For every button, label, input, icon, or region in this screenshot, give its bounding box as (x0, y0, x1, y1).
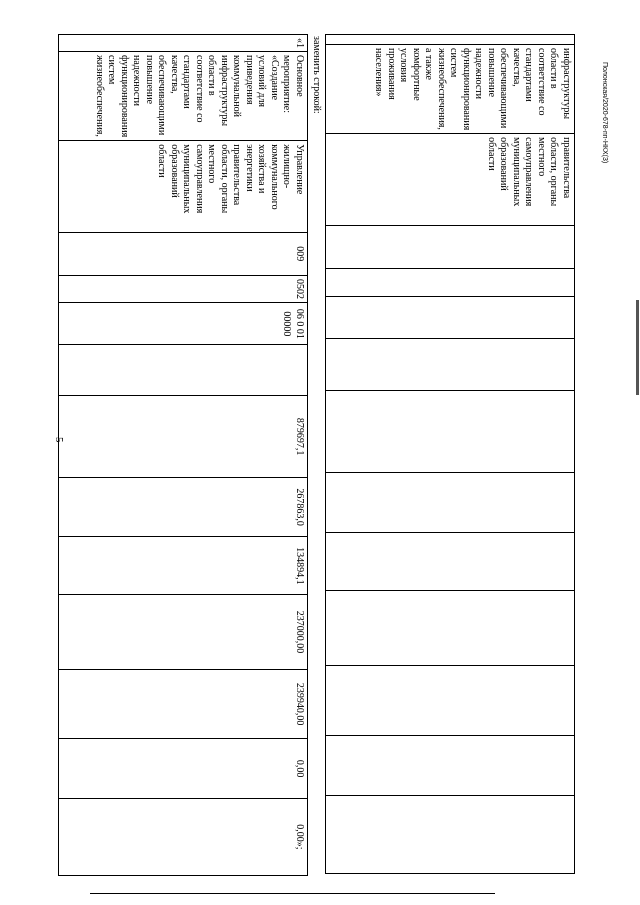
cell-year-value: 239940,00 (59, 669, 308, 739)
cell-executor: правительства области, органы местного самоуправления муниципальных образований области (326, 134, 575, 226)
cell-vr (59, 345, 308, 396)
replace-caption: заменить строкой: (311, 36, 322, 114)
cell-value (326, 666, 575, 736)
cell-name: инфраструктуры области в соответствие со стандартами качества, обеспечивающими повышение надежности функционирования систем жизнеобеспечения, а также комфортные условия проживания населения» (326, 45, 575, 134)
cell-value (326, 297, 575, 339)
cell-value (326, 533, 575, 591)
cell-year-value: 0,00 (59, 739, 308, 798)
cell-value (326, 226, 575, 269)
cell-year-value: 237000,00 (59, 595, 308, 670)
bottom-rule (90, 893, 495, 894)
cell-value (326, 796, 575, 874)
cell-value (326, 736, 575, 796)
cell-number (326, 35, 575, 45)
document-id: Полонская/2020-678-пп-НКХ(3) (601, 62, 608, 164)
cell-csr: 06 0 01 00000 (59, 303, 308, 345)
cell-value (326, 339, 575, 391)
rotated-table-block (94, 34, 575, 876)
cell-number: «1 (59, 35, 308, 52)
cell-name: Основное мероприятие: «Создание условий для приведения коммунальной инфраструктуры области в соответствие со стандартами качества, обеспечивающими повышение надежности функционирования систем жизнеобеспечения, (59, 52, 308, 141)
cell-value (326, 269, 575, 297)
cell-value (326, 391, 575, 473)
page-number: 5 (53, 437, 65, 443)
table-row (326, 35, 575, 874)
table-row (59, 35, 308, 876)
cell-value (326, 591, 575, 666)
cell-grbs: 009 (59, 232, 308, 275)
cell-year-value: 0,00»; (59, 798, 308, 875)
cell-year-value: 267863,0 (59, 477, 308, 537)
scan-edge-mark (636, 300, 639, 395)
cell-executor: Управление жилищно-коммунального хозяйства и энергетики правительства области, органы местного самоуправления муниципальных образований области (59, 141, 308, 233)
cell-total: 879697,1 (59, 396, 308, 477)
cell-rzpr: 0502 (59, 275, 308, 303)
table-previous-row (325, 34, 575, 874)
table-replacement-row (58, 34, 308, 876)
cell-year-value: 134894,1 (59, 537, 308, 595)
cell-value (326, 473, 575, 533)
